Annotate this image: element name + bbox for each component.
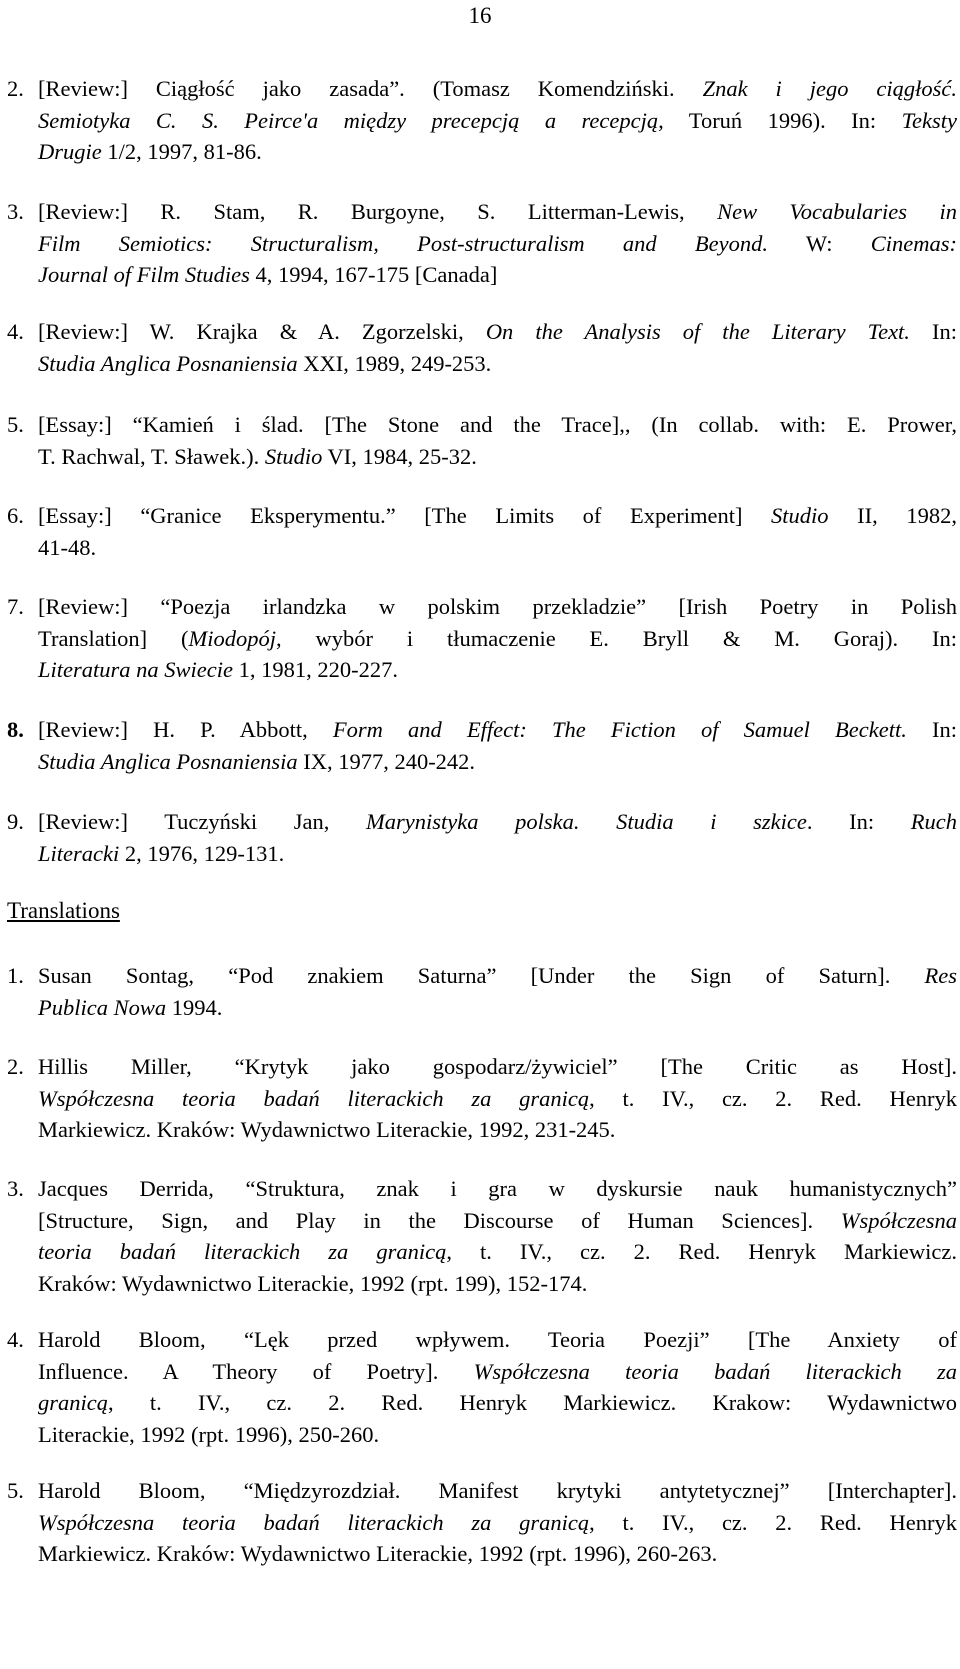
entry-text — [38, 196, 957, 291]
entry-line — [38, 714, 957, 746]
italic-title: Współczesna — [840, 1207, 957, 1233]
italic-title: Studio — [771, 503, 829, 528]
entry-text — [38, 1324, 957, 1450]
entry-line — [38, 1083, 957, 1115]
entry-text-run: , t. IV., cz. 2. Red. Henryk Markiewicz. Krakow: Wydawnictwo — [108, 1390, 957, 1415]
italic-title: Res — [924, 963, 957, 988]
entry-text-run: Kraków: Wydawnictwo Literackie, 1992 (rpt. 199), 152-174. — [38, 1270, 588, 1296]
italic-title: Teksty — [901, 107, 958, 133]
entry-text-run: Jacques Derrida, “Struktura, znak i gra w dyskursie nauk humanistycznych” — [38, 1176, 957, 1201]
entry-number: 3. — [7, 1176, 24, 1201]
entry-line — [38, 136, 957, 168]
entry-line — [38, 1475, 957, 1507]
entry-text — [38, 500, 957, 563]
italic-title: Znak i jego ciągłość. — [702, 76, 957, 101]
entry-text — [38, 1173, 957, 1299]
entry-text-run: [Review:] “Poezja irlandzka w polskim przekladzie” [Irish Poetry in Polish — [38, 594, 957, 619]
entry-text-run: , t. IV., cz. 2. Red. Henryk Markiewicz. — [446, 1239, 958, 1264]
entry-line — [38, 1114, 957, 1146]
bibliography-entry — [7, 806, 957, 869]
entry-text-run: Susan Sontag, “Pod znakiem Saturna” [Under the Sign of Saturn]. — [38, 963, 925, 988]
entry-number: 7. — [7, 594, 24, 619]
entry-text — [38, 591, 957, 686]
entry-line — [38, 105, 957, 137]
entry-text — [38, 1051, 957, 1146]
entry-text-run: T. Rachwal, T. Sławek.). — [38, 443, 265, 469]
entry-text-run: Hillis Miller, “Krytyk jako gospodarz/żywiciel” [The Critic as Host]. — [38, 1054, 957, 1079]
entry-number: 1. — [7, 963, 24, 988]
entry-line — [38, 228, 957, 260]
entry-text-run: 1994. — [166, 994, 223, 1020]
entry-text — [38, 1475, 957, 1570]
entry-text-run: Influence. A Theory of Poetry]. — [38, 1358, 474, 1384]
entry-line — [38, 1419, 957, 1451]
entry-text-run: 1/2, 1997, 81-86. — [101, 139, 262, 164]
entry-text — [38, 960, 957, 1023]
bibliography-entry — [7, 73, 957, 168]
entry-line — [38, 1324, 957, 1356]
italic-title: Miodopój — [188, 625, 277, 651]
entry-text-run: Harold Bloom, “Międzyrozdział. Manifest krytyki antytetycznej” [Interchapter]. — [38, 1478, 957, 1503]
italic-title: Ruch — [910, 809, 957, 834]
entry-number: 3. — [7, 199, 24, 224]
bibliography-entry — [7, 409, 957, 472]
entry-line — [38, 992, 957, 1024]
entry-text-run: IX, 1977, 240-242. — [297, 748, 476, 774]
page-number: 16 — [468, 3, 492, 28]
entry-text — [38, 806, 957, 869]
entry-number: 4. — [7, 319, 24, 344]
entry-line — [38, 1051, 957, 1083]
entry-text-run: Markiewicz. Kraków: Wydawnictwo Literackie, 1992, 231-245. — [38, 1117, 616, 1142]
entry-text-run: W: — [767, 230, 871, 256]
entry-text-run: , t. IV., cz. 2. Red. Henryk — [589, 1509, 957, 1535]
entry-text-run: II, 1982, — [828, 503, 957, 528]
entry-text-run: [Review:] Ciągłość jako zasada”. (Tomasz Komendziński. — [38, 76, 703, 101]
entry-text-run: In: — [906, 717, 958, 742]
italic-title: Literacki — [38, 840, 120, 866]
entry-text — [38, 714, 957, 777]
entry-text-run: 4, 1994, 167-175 [Canada] — [249, 262, 498, 287]
italic-title: Drugie — [38, 139, 102, 164]
entry-line — [38, 1205, 957, 1237]
entry-line — [38, 409, 957, 441]
italic-title: Cinemas: — [870, 230, 957, 256]
italic-title: Studia Anglica Posnaniensia — [38, 748, 298, 774]
entry-text-run: Harold Bloom, “Lęk przed wpływem. Teoria Poezji” [The Anxiety of — [38, 1327, 957, 1352]
bibliography-entry — [7, 714, 957, 777]
entry-text-run: , t. IV., cz. 2. Red. Henryk — [589, 1085, 957, 1111]
entry-number: 2. — [7, 76, 24, 101]
entry-line — [38, 532, 957, 564]
entry-text-run: [Review:] Tuczyński Jan, — [38, 809, 367, 834]
entry-line — [38, 1236, 957, 1268]
italic-title: granicą — [38, 1390, 108, 1415]
italic-title: teoria badań literackich za granicą — [38, 1239, 447, 1264]
bibliography-entry — [7, 1475, 957, 1570]
entry-line — [38, 960, 957, 992]
entry-text — [38, 316, 957, 379]
italic-title: Studio — [264, 443, 323, 469]
entry-line — [38, 1356, 957, 1388]
entry-number: 4. — [7, 1327, 24, 1352]
entry-line — [38, 1268, 957, 1300]
italic-title: Literatura na Swiecie — [38, 657, 233, 682]
entry-text-run: In: — [909, 319, 957, 344]
entry-line — [38, 196, 957, 228]
italic-title: Semiotyka C. S. Peirce'a między precepcją a recepcją, — [38, 107, 664, 133]
entry-line — [38, 806, 957, 838]
entry-number: 9. — [7, 809, 24, 834]
entry-number: 2. — [7, 1054, 24, 1079]
entry-text-run: VI, 1984, 25-32. — [322, 443, 477, 469]
entry-number: 8. — [7, 717, 24, 742]
section-heading-translations: Translations — [7, 898, 120, 923]
entry-text-run: Translation] ( — [38, 625, 189, 651]
entry-line — [38, 441, 957, 473]
bibliography-entry — [7, 196, 957, 291]
entry-number: 5. — [7, 1478, 24, 1503]
entry-line — [38, 500, 957, 532]
entry-text-run: 2, 1976, 129-131. — [119, 840, 285, 866]
italic-title: Współczesna teoria badań literackich za granicą — [38, 1085, 590, 1111]
italic-title: Współczesna teoria badań literackich za — [473, 1358, 957, 1384]
entry-line — [38, 348, 957, 380]
bibliography-entry — [7, 500, 957, 563]
entry-text-run: . In: — [806, 809, 911, 834]
italic-title: Współczesna teoria badań literackich za granicą — [38, 1509, 590, 1535]
entry-text-run: [Essay:] “Granice Eksperymentu.” [The Limits of Experiment] — [38, 503, 772, 528]
entry-line — [38, 838, 957, 870]
entry-text-run: 1, 1981, 220-227. — [233, 657, 398, 682]
entry-number: 6. — [7, 503, 24, 528]
entry-text-run: Markiewicz. Kraków: Wydawnictwo Literackie, 1992 (rpt. 1996), 260-263. — [38, 1541, 718, 1566]
entry-text-run: [Review:] H. P. Abbott, — [38, 717, 333, 742]
entry-line — [38, 746, 957, 778]
bibliography-entry — [7, 1173, 957, 1299]
italic-title: Journal of Film Studies — [38, 262, 250, 287]
entry-line — [38, 654, 957, 686]
italic-title: Form and Effect: The Fiction of Samuel Beckett. — [332, 717, 907, 742]
entry-text-run: XXI, 1989, 249-253. — [297, 350, 492, 376]
italic-title: New Vocabularies in — [717, 199, 957, 224]
italic-title: Film Semiotics: Structuralism, Post-structuralism and Beyond. — [38, 230, 768, 256]
entry-text-run: [Review:] R. Stam, R. Burgoyne, S. Litterman-Lewis, — [38, 199, 718, 224]
italic-title: On the Analysis of the Literary Text. — [485, 319, 910, 344]
entry-text-run: [Structure, Sign, and Play in the Discourse of Human Sciences]. — [38, 1207, 841, 1233]
bibliography-entry — [7, 316, 957, 379]
entry-text — [38, 73, 957, 168]
entry-line — [38, 1173, 957, 1205]
bibliography-entry — [7, 960, 957, 1023]
entry-text-run: [Essay:] “Kamień i ślad. [The Stone and the Trace],, (In collab. with: E. Prower, — [38, 412, 957, 437]
bibliography-entry — [7, 591, 957, 686]
entry-line — [38, 1538, 957, 1570]
italic-title: Marynistyka polska. Studia i szkice — [366, 809, 807, 834]
bibliography-entry — [7, 1051, 957, 1146]
bibliography-entry — [7, 1324, 957, 1450]
entry-text-run: , wybór i tłumaczenie E. Bryll & M. Goraj). In: — [276, 625, 957, 651]
entry-line — [38, 1507, 957, 1539]
entry-line — [38, 1387, 957, 1419]
entry-text-run: 41-48. — [38, 534, 97, 560]
italic-title: Publica Nowa — [38, 994, 167, 1020]
entry-number: 5. — [7, 412, 24, 437]
entry-text-run: Toruń 1996). In: — [663, 107, 902, 133]
entry-line — [38, 259, 957, 291]
entry-line — [38, 316, 957, 348]
italic-title: Studia Anglica Posnaniensia — [38, 350, 298, 376]
entry-text-run: [Review:] W. Krajka & A. Zgorzelski, — [38, 319, 486, 344]
entry-text-run: Literackie, 1992 (rpt. 1996), 250-260. — [38, 1421, 380, 1447]
entry-line — [38, 73, 957, 105]
entry-line — [38, 623, 957, 655]
entry-text — [38, 409, 957, 472]
entry-line — [38, 591, 957, 623]
